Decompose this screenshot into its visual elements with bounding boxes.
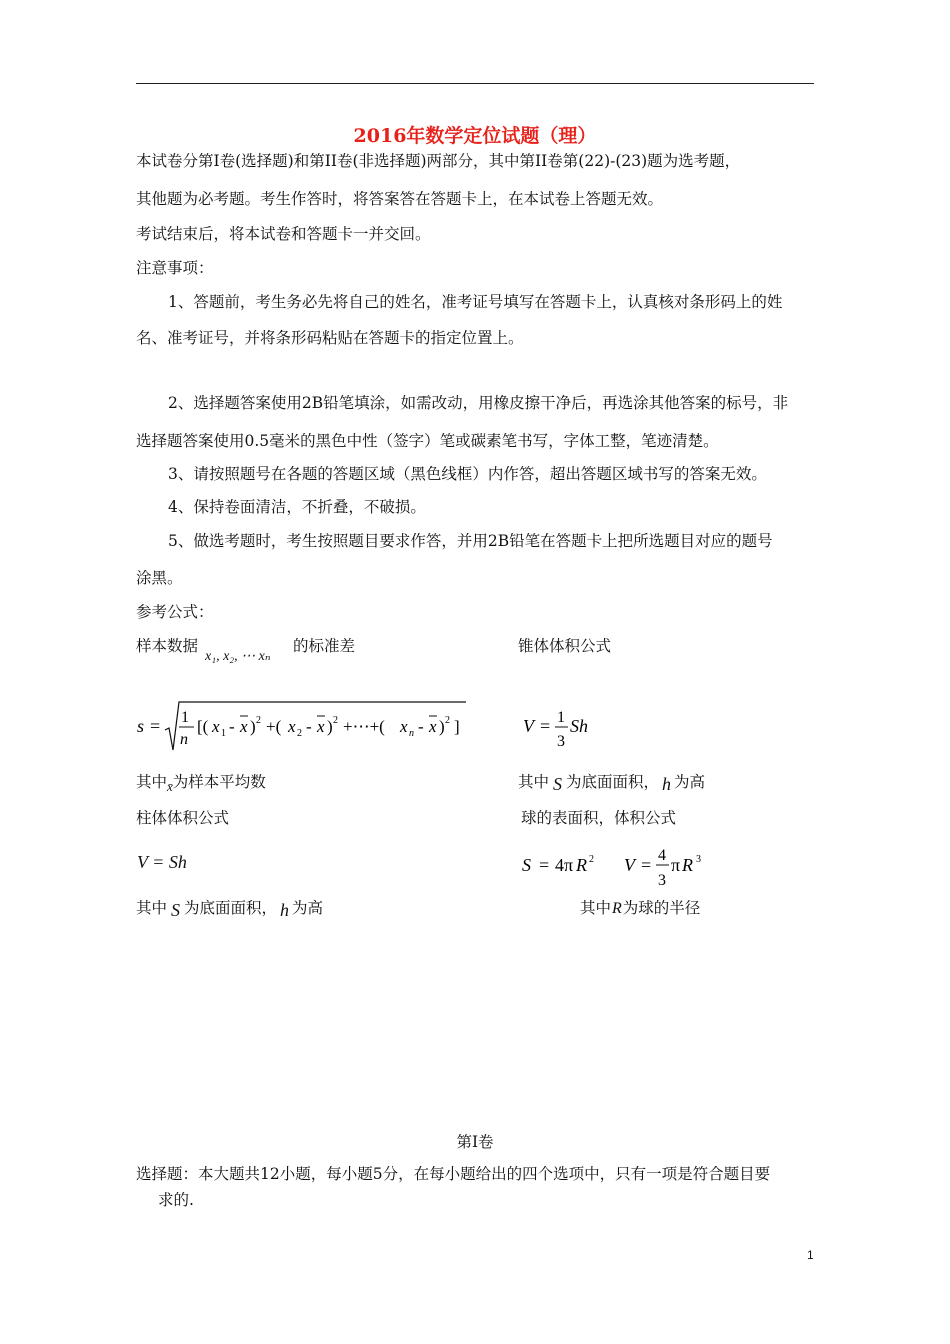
prism-volume-formula: V = Sh [137,852,187,872]
cone-note: 其中 S 为底面面积， h 为高 [518,773,706,794]
svg-text:): ) [327,717,333,736]
sample-prefix: 样本数据 [136,637,199,655]
svg-text:2: 2 [333,715,338,726]
svg-text:4: 4 [658,847,666,864]
svg-text:=: = [150,716,161,736]
svg-text:1: 1 [557,709,565,726]
notes-heading: 注意事项： [136,259,214,277]
svg-text:x: x [288,717,296,736]
sample-mean-note: 其中$_{x̄}$为样本平均数 [136,773,266,794]
svg-text:4π: 4π [555,855,574,875]
svg-text:-: - [418,717,424,736]
svg-text:+(: +( [266,717,282,736]
svg-text:R: R [576,855,587,875]
svg-text:3: 3 [557,733,565,750]
svg-text:): ) [250,717,256,736]
svg-text:Sh: Sh [570,716,588,736]
note-1-line-1: 1、答题前，考生务必先将自己的姓名，准考证号填写在答题卡上，认真核对条形码上的姓 [168,293,783,311]
svg-text:1: 1 [181,709,189,726]
intro-line-1: 本试卷分第Ⅰ卷(选择题)和第II卷(非选择题)两部分，其中第II卷第(22)-(23)题为选考题， [136,152,741,170]
svg-text:R: R [682,855,693,875]
intro-line-3: 考试结束后，将本试卷和答题卡一并交回。 [136,225,431,243]
svg-text:=: = [539,855,550,875]
standard-deviation-formula [134,698,479,758]
svg-text:x: x [317,717,325,736]
note-1-line-2: 名、准考证号，并将条形码粘贴在答题卡的指定位置上。 [136,329,524,347]
sphere-formulas [519,840,719,892]
svg-text:x: x [429,717,437,736]
section-instruction-line-1: 选择题：本大题共12小题，每小题5分，在每小题给出的四个选项中，只有一项是符合题目要 [136,1165,771,1183]
svg-text:π: π [671,855,681,875]
note-4: 4、保持卷面清洁，不折叠，不破损。 [168,498,426,516]
svg-text:1: 1 [221,728,226,739]
svg-text:-: - [229,717,235,736]
note-5-line-1: 5、做选考题时，考生按照题目要求作答，并用2B铅笔在答题卡上把所选题目对应的题号 [168,532,773,550]
prism-volume-label: 柱体体积公式 [136,809,230,827]
sample-data-label [136,636,198,656]
mean-symbol: x̄ [167,779,173,794]
note-2-line-2: 选择题答案使用0.5毫米的黑色中性（签字）笔或碳素笔书写，字体工整，笔迹清楚。 [136,432,719,450]
svg-text:V: V [523,716,534,736]
cone-volume-label: 锥体体积公式 [518,637,612,655]
page-title: 2016年数学定位试题（理） [353,125,597,147]
sphere-formula-label: 球的表面积，体积公式 [521,809,677,827]
prism-note: 其中 S 为底面面积， h 为高 [136,899,324,920]
sphere-note: 其中R为球的半径 [580,899,701,917]
note-2-line-1: 2、选择题答案使用2B铅笔填涂，如需改动，用橡皮擦干净后，再选涂其他答案的标号，非 [168,394,789,412]
svg-text:n: n [180,731,188,748]
note-5-line-2: 涂黑。 [136,569,183,587]
svg-text:3: 3 [696,854,701,865]
svg-text:2: 2 [445,715,450,726]
svg-text:): ) [439,717,445,736]
svg-text:x: x [240,717,248,736]
svg-text:[(: [( [197,717,209,736]
cone-volume-formula [520,702,600,752]
svg-text:-: - [306,717,312,736]
header-rule [136,83,814,84]
intro-line-2: 其他题为必考题。考生作答时，将答案答在答题卡上，在本试卷上答题无效。 [136,190,664,208]
page-number: 1 [807,1248,814,1262]
sample-suffix: 的标准差 [293,637,356,655]
section-instruction-line-2: 求的. [158,1191,194,1209]
svg-text:2: 2 [256,715,261,726]
svg-text:S: S [522,855,531,875]
svg-text:]: ] [454,717,460,736]
svg-text:x: x [212,717,220,736]
svg-text:V: V [624,855,635,875]
section-heading: 第Ⅰ卷 [456,1133,494,1151]
formulas-heading: 参考公式： [136,603,214,621]
svg-text:3: 3 [658,872,666,889]
sample-variables: x₁, x₂, ⋯ xₙ [205,649,271,664]
svg-text:2: 2 [297,728,302,739]
svg-text:x: x [400,717,408,736]
svg-text:2: 2 [589,854,594,865]
svg-text:s: s [137,716,145,736]
svg-text:=: = [641,855,652,875]
svg-text:=: = [540,716,551,736]
svg-text:+⋯+(: +⋯+( [343,717,385,736]
svg-text:n: n [409,728,414,739]
note-3: 3、请按照题号在各题的答题区域（黑色线框）内作答，超出答题区域书写的答案无效。 [168,465,767,483]
